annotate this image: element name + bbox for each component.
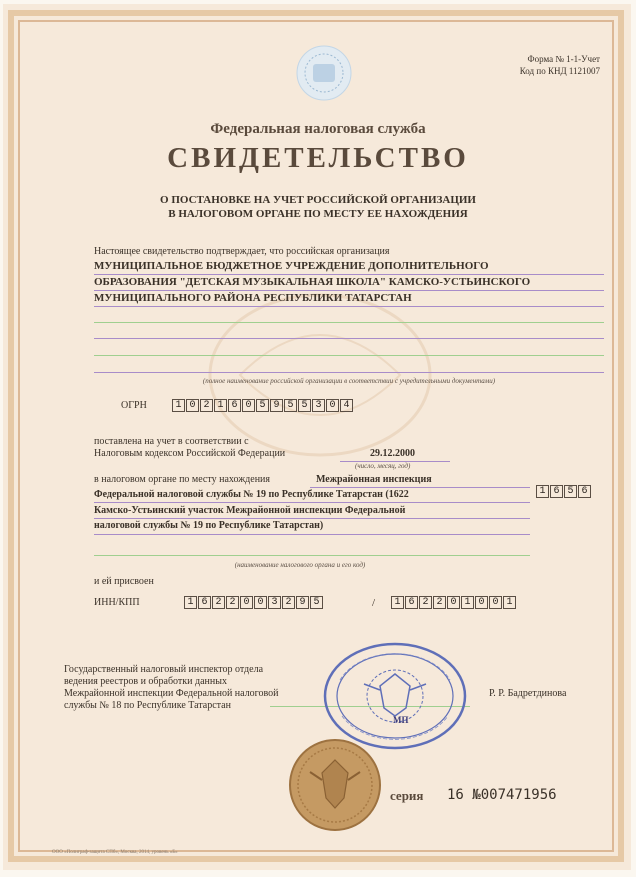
inn-kpp-label: ИНН/КПП xyxy=(94,597,140,608)
kpp-digit: 6 xyxy=(405,596,418,609)
ogrn-digits xyxy=(172,399,354,412)
registration-line-1: поставлена на учет в соответствии с xyxy=(94,436,249,447)
underline xyxy=(94,534,530,535)
authority-code xyxy=(536,485,592,498)
underline xyxy=(94,274,604,275)
underline xyxy=(94,355,604,356)
inn-kpp-separator: / xyxy=(372,597,376,609)
gold-seal xyxy=(286,736,384,834)
inn-digit: 2 xyxy=(212,596,225,609)
ogrn-digit: 2 xyxy=(200,399,213,412)
kpp-digit: 0 xyxy=(475,596,488,609)
page-title: СВИДЕТЕЛЬСТВО xyxy=(167,142,469,174)
org-name-line-3: МУНИЦИПАЛЬНОГО РАЙОНА РЕСПУБЛИКИ ТАТАРСТАН xyxy=(94,292,412,304)
hologram-emblem xyxy=(295,44,353,102)
authority-name-line-1: Межрайонная инспекция xyxy=(316,474,432,485)
ogrn-digit: 6 xyxy=(228,399,241,412)
ogrn-digit: 0 xyxy=(242,399,255,412)
inn-digit: 3 xyxy=(268,596,281,609)
registration-date: 29.12.2000 xyxy=(370,448,415,459)
ogrn-digit: 1 xyxy=(172,399,185,412)
kpp-digit: 0 xyxy=(489,596,502,609)
ogrn-label: ОГРН xyxy=(121,400,147,411)
ogrn-digit: 4 xyxy=(340,399,353,412)
underline xyxy=(310,487,530,488)
underline xyxy=(94,502,530,503)
inn-digit: 0 xyxy=(254,596,267,609)
authority-name-line-4: налоговой службы № 19 по Республике Татарстан) xyxy=(94,520,324,531)
inn-digits xyxy=(184,596,324,609)
org-intro: Настоящее свидетельство подтверждает, что российская организация xyxy=(94,246,390,257)
authority-code-digit: 6 xyxy=(578,485,591,498)
authority-caption: (наименование налогового органа и его код) xyxy=(234,561,366,569)
authority-code-digit: 1 xyxy=(536,485,549,498)
knd-code: Код по КНД 1121007 xyxy=(519,66,600,76)
ogrn-digit: 5 xyxy=(256,399,269,412)
agency-name: Федеральная налоговая служба xyxy=(210,121,426,137)
registration-line-2: Налоговым кодексом Российской Федерации xyxy=(94,448,286,459)
ogrn-digit: 9 xyxy=(270,399,283,412)
org-caption: (полное наименование российской организации в соответствии с учредительными документами) xyxy=(202,377,496,385)
printer-footer: ООО «Полиграф-защита СПб», Москва, 2014, уровень «Б» xyxy=(52,850,178,855)
authority-code-digit: 6 xyxy=(550,485,563,498)
authority-intro: в налоговом органе по месту нахождения xyxy=(94,474,271,485)
inspector-line-2: ведения реестров и обработки данных xyxy=(64,676,227,687)
series-label: серия xyxy=(390,788,424,803)
kpp-digit: 0 xyxy=(447,596,460,609)
inn-digit: 6 xyxy=(198,596,211,609)
inn-digit: 0 xyxy=(240,596,253,609)
form-number: Форма № 1-1-Учет xyxy=(527,54,600,64)
inn-digit: 9 xyxy=(296,596,309,609)
authority-code-digit: 5 xyxy=(564,485,577,498)
ogrn-digit: 0 xyxy=(186,399,199,412)
subtitle-line-1: О ПОСТАНОВКЕ НА УЧЕТ РОССИЙСКОЙ ОРГАНИЗАЦИИ xyxy=(160,194,476,206)
underline xyxy=(94,555,530,556)
subtitle-line-2: В НАЛОГОВОМ ОРГАНЕ ПО МЕСТУ ЕЕ НАХОЖДЕНИЯ xyxy=(168,208,468,220)
inspector-line-4: службы № 18 по Республике Татарстан xyxy=(64,700,231,711)
underline xyxy=(94,290,604,291)
ogrn-digit: 5 xyxy=(298,399,311,412)
series-number: 16 №007471956 xyxy=(447,787,557,803)
ogrn-digit: 5 xyxy=(284,399,297,412)
inn-digit: 2 xyxy=(282,596,295,609)
org-name-line-1: МУНИЦИПАЛЬНОЕ БЮДЖЕТНОЕ УЧРЕЖДЕНИЕ ДОПОЛНИТЕЛЬНОГО xyxy=(94,260,489,272)
kpp-digits xyxy=(391,596,517,609)
underline xyxy=(94,338,604,339)
inspector-name: Р. Р. Бадретдинова xyxy=(489,688,567,699)
kpp-digit: 1 xyxy=(391,596,404,609)
inspector-line-3: Межрайонной инспекции Федеральной налоговой xyxy=(64,688,279,699)
ogrn-digit: 1 xyxy=(214,399,227,412)
stamp-mp-label: МП xyxy=(393,715,409,725)
date-caption: (число, месяц, год) xyxy=(355,462,411,470)
org-name-line-2: ОБРАЗОВАНИЯ "ДЕТСКАЯ МУЗЫКАЛЬНАЯ ШКОЛА" КАМСКО-УСТЬИНСКОГО xyxy=(94,276,531,288)
inn-digit: 2 xyxy=(226,596,239,609)
kpp-digit: 1 xyxy=(503,596,516,609)
inspector-line-1: Государственный налоговый инспектор отдела xyxy=(64,664,264,675)
ogrn-digit: 3 xyxy=(312,399,325,412)
kpp-digit: 1 xyxy=(461,596,474,609)
inn-digit: 5 xyxy=(310,596,323,609)
underline xyxy=(94,518,530,519)
inn-digit: 1 xyxy=(184,596,197,609)
authority-name-line-2: Федеральной налоговой службы № 19 по Республике Татарстан (1622 xyxy=(94,489,409,500)
kpp-digit: 2 xyxy=(433,596,446,609)
underline xyxy=(94,372,604,373)
inn-assigned-text: и ей присвоен xyxy=(94,576,154,587)
kpp-digit: 2 xyxy=(419,596,432,609)
underline xyxy=(94,322,604,323)
authority-name-line-3: Камско-Устьинский участок Межрайонной инспекции Федеральной xyxy=(94,505,406,516)
underline xyxy=(94,306,604,307)
ogrn-digit: 0 xyxy=(326,399,339,412)
